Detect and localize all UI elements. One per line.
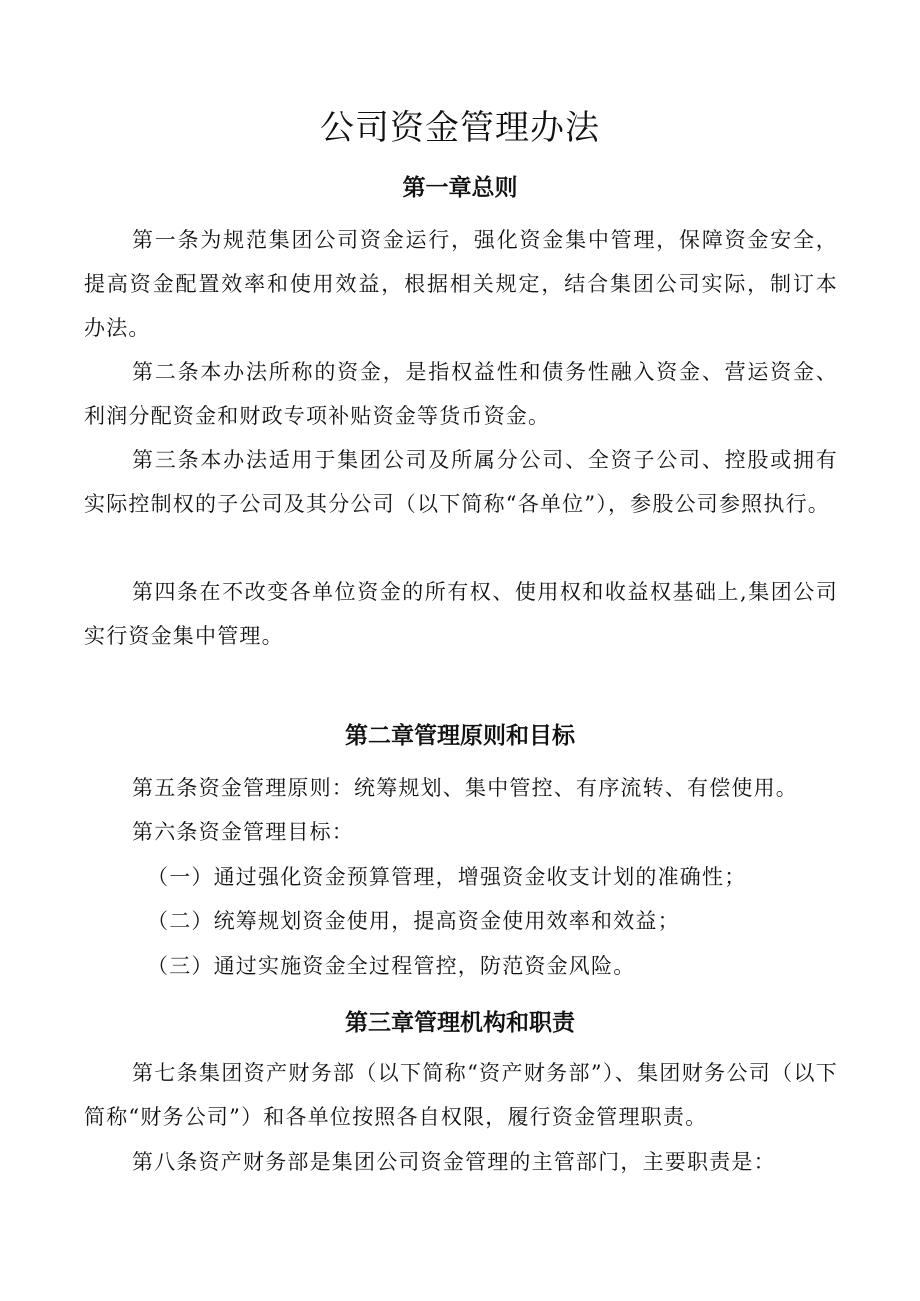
- article-7: 第七条集团资产财务部（以下简称“资产财务部”）、集团财务公司（以下简称“财务公司”）和各单位按照各自权限，履行资金管理职责。: [84, 1061, 838, 1129]
- article-3: 第三条本办法适用于集团公司及所属分公司、全资子公司、控股或拥有实际控制权的子公司及其分公司（以下简称“各单位”），参股公司参照执行。: [84, 448, 838, 516]
- article-8: 第八条资产财务部是集团公司资金管理的主管部门，主要职责是：: [132, 1150, 776, 1174]
- article-2: 第二条本办法所称的资金，是指权益性和债务性融入资金、营运资金、利润分配资金和财政专项补贴资金等货币资金。: [84, 360, 838, 428]
- article-5: 第五条资金管理原则：统筹规划、集中管控、有序流转、有偿使用。: [132, 776, 798, 800]
- article-6: 第六条资金管理目标：: [132, 820, 354, 844]
- chapter-2-heading: 第二章管理原则和目标: [345, 723, 575, 749]
- article-4: 第四条在不改变各单位资金的所有权、使用权和收益权基础上,集团公司实行资金集中管理。: [84, 580, 838, 648]
- chapter-3-heading: 第三章管理机构和职责: [345, 1010, 575, 1036]
- chapter-1-heading: 第一章总则: [402, 175, 518, 201]
- article-6-item-1: （一）通过强化资金预算管理，增强资金收支计划的准确性；: [147, 865, 747, 889]
- article-6-item-3: （三）通过实施资金全过程管控，防范资金风险。: [147, 954, 636, 978]
- article-1: 第一条为规范集团公司资金运行，强化资金集中管理，保障资金安全，提高资金配置效率和使用效益，根据相关规定，结合集团公司实际，制订本办法。: [84, 228, 838, 340]
- article-6-item-2: （二）统筹规划资金使用，提高资金使用效率和效益；: [147, 909, 680, 933]
- document-title: 公司资金管理办法: [320, 108, 600, 148]
